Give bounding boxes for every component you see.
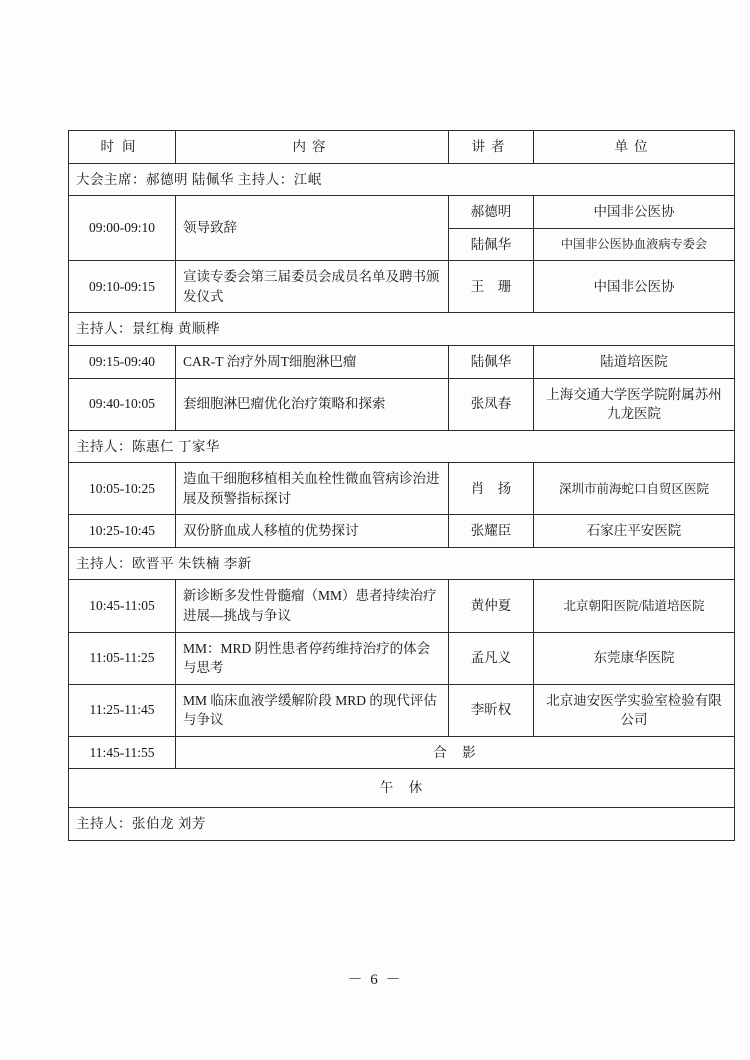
cell-org: 上海交通大学医学院附属苏州九龙医院 (534, 378, 735, 430)
table-row (69, 547, 735, 580)
table-row (69, 430, 735, 463)
cell-time: 09:15-09:40 (69, 345, 176, 378)
cell-topic: 双份脐血成人移植的优势探讨 (176, 515, 449, 548)
cell-speaker: 肖 扬 (449, 463, 534, 515)
chair-row-text: 主持人：景红梅 黄顺桦 (69, 313, 735, 346)
table-row (69, 515, 735, 548)
cell-speaker: 王 珊 (449, 261, 534, 313)
table-row (69, 684, 735, 736)
cell-org: 中国非公医协 (534, 261, 735, 313)
cell-org: 中国非公医协血液病专委会 (534, 228, 735, 261)
table-row (69, 632, 735, 684)
column-header-content: 内容 (176, 131, 449, 164)
cell-time: 11:45-11:55 (69, 736, 176, 769)
table-row (69, 580, 735, 632)
cell-speaker: 张凤春 (449, 378, 534, 430)
cell-org: 中国非公医协 (534, 196, 735, 229)
chair-row-text: 大会主席：郝德明 陆佩华 主持人：江岷 (69, 163, 735, 196)
table-row (69, 807, 735, 840)
table-row (69, 261, 735, 313)
cell-org: 东莞康华医院 (534, 632, 735, 684)
cell-topic: 宣读专委会第三届委员会成员名单及聘书颁发仪式 (176, 261, 449, 313)
agenda-table (68, 130, 735, 841)
chair-row-text: 主持人：陈惠仁 丁家华 (69, 430, 735, 463)
table-row (69, 769, 735, 808)
cell-speaker: 陆佩华 (449, 228, 534, 261)
table-row (69, 378, 735, 430)
cell-speaker: 郝德明 (449, 196, 534, 229)
cell-topic: MM：MRD 阴性患者停药维持治疗的体会与思考 (176, 632, 449, 684)
cell-topic: CAR-T 治疗外周T细胞淋巴瘤 (176, 345, 449, 378)
chair-row-text: 主持人：欧晋平 朱铁楠 李新 (69, 547, 735, 580)
table-row (69, 196, 735, 229)
cell-speaker: 陆佩华 (449, 345, 534, 378)
table-row (69, 736, 735, 769)
table-header-row (69, 131, 735, 164)
cell-speaker: 张耀臣 (449, 515, 534, 548)
cell-time: 11:25-11:45 (69, 684, 176, 736)
column-header-org: 单位 (534, 131, 735, 164)
cell-time: 11:05-11:25 (69, 632, 176, 684)
table-row (69, 463, 735, 515)
table-row (69, 313, 735, 346)
cell-time: 10:05-10:25 (69, 463, 176, 515)
cell-time: 09:00-09:10 (69, 196, 176, 261)
cell-topic: 造血干细胞移植相关血栓性微血管病诊治进展及预警指标探讨 (176, 463, 449, 515)
cell-org: 北京迪安医学实验室检验有限公司 (534, 684, 735, 736)
table-body (69, 163, 735, 840)
cell-org: 深圳市前海蛇口自贸区医院 (534, 463, 735, 515)
cell-org: 陆道培医院 (534, 345, 735, 378)
cell-time: 10:45-11:05 (69, 580, 176, 632)
table-row (69, 345, 735, 378)
cell-speaker: 李昕权 (449, 684, 534, 736)
table-header (69, 131, 735, 164)
chair-row-text: 主持人：张伯龙 刘芳 (69, 807, 735, 840)
cell-speaker: 黄仲夏 (449, 580, 534, 632)
column-header-time: 时间 (69, 131, 176, 164)
cell-time: 09:40-10:05 (69, 378, 176, 430)
cell-time: 10:25-10:45 (69, 515, 176, 548)
agenda-table-container (68, 130, 722, 841)
cell-topic: 新诊断多发性骨髓瘤（MM）患者持续治疗进展—挑战与争议 (176, 580, 449, 632)
cell-org: 北京朝阳医院/陆道培医院 (534, 580, 735, 632)
page-number: － 6 － (347, 972, 403, 988)
cell-time: 09:10-09:15 (69, 261, 176, 313)
cell-full-text: 午 休 (69, 769, 735, 808)
cell-topic: 套细胞淋巴瘤优化治疗策略和探索 (176, 378, 449, 430)
cell-topic: 领导致辞 (176, 196, 449, 261)
table-row (69, 163, 735, 196)
cell-speaker: 孟凡义 (449, 632, 534, 684)
cell-org: 石家庄平安医院 (534, 515, 735, 548)
cell-topic: MM 临床血液学缓解阶段 MRD 的现代评估与争议 (176, 684, 449, 736)
column-header-speaker: 讲者 (449, 131, 534, 164)
cell-merged-text: 合 影 (176, 736, 735, 769)
